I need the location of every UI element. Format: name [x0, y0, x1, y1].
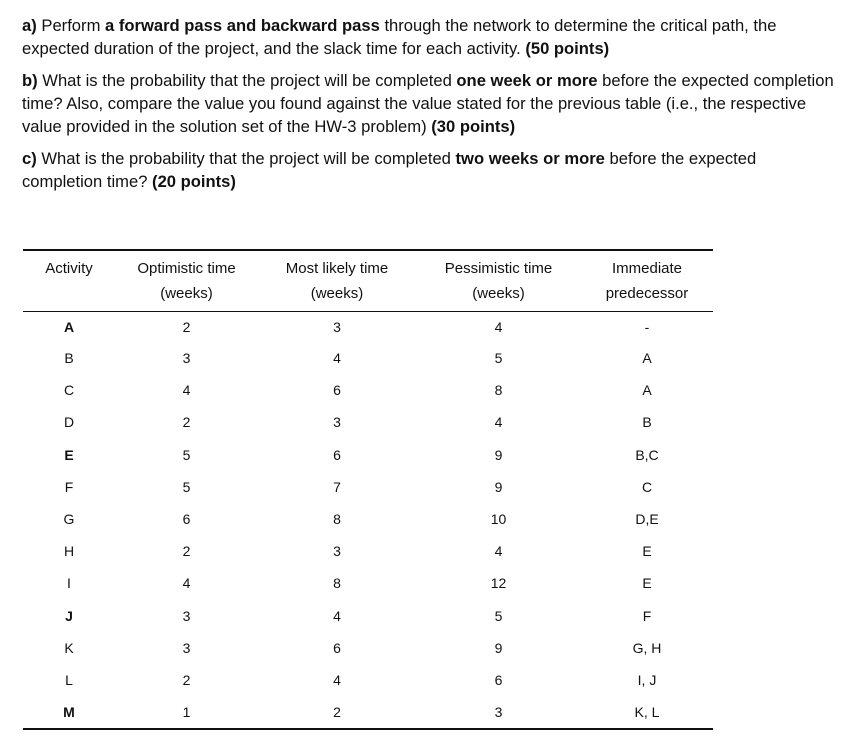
- table-row: [23, 600, 713, 632]
- most-likely-cell: 6: [333, 446, 341, 463]
- most-likely-cell: 4: [333, 350, 341, 367]
- predecessor-cell: E: [642, 575, 652, 592]
- optimistic-cell: 5: [182, 446, 191, 463]
- header-pessimistic-unit: (weeks): [416, 280, 581, 312]
- pessimistic-cell: 9: [494, 639, 503, 656]
- most-likely-cell: 6: [333, 639, 341, 656]
- activity-cell: G: [63, 511, 75, 528]
- question-a: [22, 14, 837, 60]
- header-most-likely-unit: (weeks): [258, 280, 416, 312]
- table-row: [23, 632, 713, 664]
- question-c-text-2: before the expected completion time?: [22, 149, 757, 191]
- optimistic-cell: 3: [182, 350, 191, 367]
- table-row: [23, 535, 713, 567]
- table-row: [23, 696, 713, 729]
- optimistic-cell: 4: [182, 575, 191, 592]
- question-a-points: (50 points): [525, 39, 610, 58]
- optimistic-cell: 3: [182, 607, 191, 624]
- table-header-row-2: [23, 280, 713, 312]
- optimistic-cell: 1: [115, 696, 258, 729]
- most-likely-cell: 2: [258, 696, 416, 729]
- pessimistic-cell: 3: [416, 696, 581, 729]
- predecessor-cell: B,C: [635, 446, 659, 463]
- pessimistic-cell: 4: [494, 319, 503, 335]
- question-b-label: b): [22, 71, 38, 90]
- activity-cell: M: [23, 696, 115, 729]
- most-likely-cell: 4: [333, 671, 341, 688]
- activity-cell: L: [65, 671, 73, 688]
- question-b-points: (30 points): [431, 117, 516, 136]
- optimistic-cell: 3: [182, 639, 191, 656]
- predecessor-cell: F: [642, 607, 652, 624]
- header-pessimistic: Pessimistic time: [416, 250, 581, 280]
- header-predecessor-sub: predecessor: [581, 280, 713, 312]
- header-optimistic: Optimistic time: [115, 250, 258, 280]
- pessimistic-cell: 9: [494, 478, 503, 495]
- most-likely-cell: 3: [333, 543, 341, 560]
- optimistic-cell: 2: [182, 414, 191, 431]
- pessimistic-cell: 8: [494, 382, 503, 399]
- activity-cell: J: [65, 607, 73, 624]
- question-a-bold-1: a forward pass and backward pass: [105, 16, 380, 35]
- predecessor-cell: -: [644, 319, 650, 335]
- pessimistic-cell: 6: [494, 671, 503, 688]
- pessimistic-cell: 12: [490, 575, 507, 592]
- predecessor-cell: B: [642, 414, 652, 431]
- predecessor-cell: G, H: [632, 639, 662, 656]
- pessimistic-cell: 10: [490, 511, 507, 528]
- pessimistic-cell: 5: [494, 607, 503, 624]
- header-most-likely: Most likely time: [258, 250, 416, 280]
- table-row: [23, 503, 713, 535]
- most-likely-cell: 4: [333, 607, 341, 624]
- table-row: [23, 374, 713, 406]
- activity-cell: H: [63, 543, 75, 560]
- question-a-text-2: through the network to determine the critical path, the expected duration of the project, and the slack time for each activity.: [22, 16, 777, 58]
- optimistic-cell: 6: [182, 511, 191, 528]
- table-row: [23, 664, 713, 696]
- question-b-text-2: before the expected completion time? Also, compare the value you found against the value stated for the previous table (i.e., the respective value provided in the solution set of the HW-3 problem): [22, 71, 834, 136]
- most-likely-cell: 3: [333, 319, 341, 335]
- table-body: [23, 312, 713, 730]
- question-c-text-1: What is the probability that the project will be completed: [36, 149, 456, 168]
- predecessor-cell: A: [642, 350, 652, 367]
- optimistic-cell: 2: [182, 671, 191, 688]
- pessimistic-cell: 4: [494, 543, 503, 560]
- activity-cell: B: [64, 350, 74, 367]
- most-likely-cell: 6: [333, 382, 341, 399]
- predecessor-cell: C: [641, 478, 653, 495]
- table-header-row-1: [23, 250, 713, 280]
- question-c-points: (20 points): [152, 172, 236, 191]
- table-row: [23, 471, 713, 503]
- table-row: [23, 406, 713, 438]
- most-likely-cell: 8: [333, 575, 341, 592]
- optimistic-cell: 2: [182, 543, 191, 560]
- activity-table: [23, 249, 713, 730]
- most-likely-cell: 7: [333, 478, 341, 495]
- predecessor-cell: E: [642, 543, 652, 560]
- activity-cell: F: [64, 478, 74, 495]
- most-likely-cell: 8: [333, 511, 341, 528]
- predecessor-cell: D,E: [635, 511, 659, 528]
- predecessor-cell: A: [642, 382, 652, 399]
- question-b-bold-1: one week or more: [456, 71, 598, 90]
- question-c-bold-1: two weeks or more: [455, 149, 605, 168]
- header-predecessor: Immediate: [581, 250, 713, 280]
- optimistic-cell: 2: [182, 319, 191, 335]
- optimistic-cell: 4: [182, 382, 191, 399]
- optimistic-cell: 5: [182, 478, 191, 495]
- pessimistic-cell: 4: [494, 414, 503, 431]
- question-b-text-1: What is the probability that the project will be completed: [37, 71, 457, 90]
- question-c-label: c): [22, 149, 37, 168]
- activity-cell: A: [63, 319, 75, 335]
- table-row: [23, 439, 713, 471]
- predecessor-cell: I, J: [637, 671, 657, 688]
- header-activity: Activity: [23, 250, 115, 280]
- activity-cell: E: [64, 446, 74, 463]
- question-b: [22, 69, 837, 138]
- questions: [22, 14, 837, 202]
- table-row: [23, 567, 713, 599]
- activity-cell: D: [63, 414, 75, 431]
- most-likely-cell: 3: [333, 414, 341, 431]
- predecessor-cell: K, L: [581, 696, 713, 729]
- pessimistic-cell: 5: [494, 350, 503, 367]
- table-row: [23, 312, 713, 343]
- activity-cell: K: [64, 639, 74, 656]
- question-a-label: a): [22, 16, 37, 35]
- header-optimistic-unit: (weeks): [115, 280, 258, 312]
- table-row: [23, 342, 713, 374]
- header-activity-sub: [23, 280, 115, 312]
- activity-cell: C: [63, 382, 75, 399]
- activity-cell: I: [67, 575, 71, 592]
- pessimistic-cell: 9: [494, 446, 503, 463]
- question-a-text-1: Perform: [36, 16, 105, 35]
- question-c: [22, 147, 837, 193]
